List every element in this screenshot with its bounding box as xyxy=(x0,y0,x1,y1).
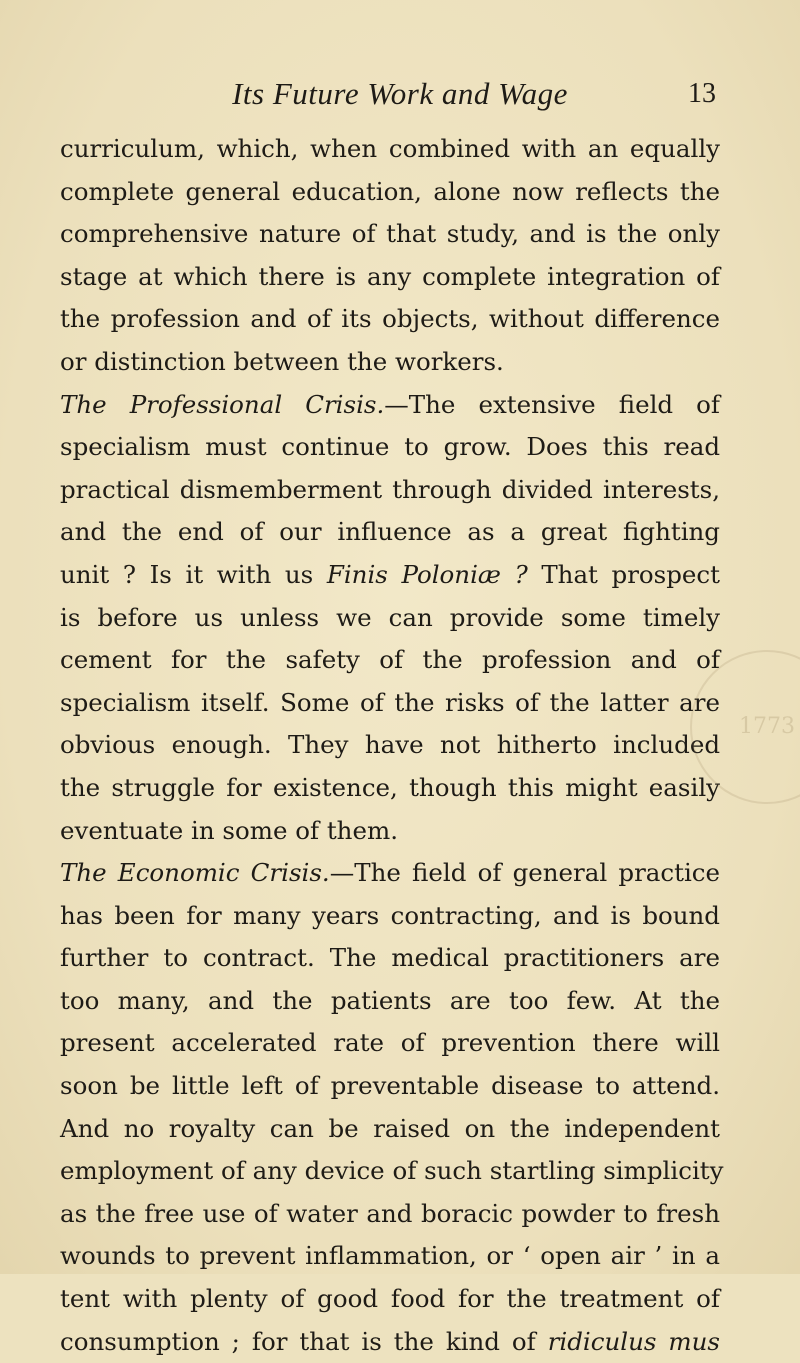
line-text: —The field of general practice xyxy=(329,858,721,888)
text-line xyxy=(60,895,720,938)
text-line xyxy=(60,511,720,554)
line-text: obvious enough. They have not hitherto included xyxy=(60,730,720,760)
line-text: and the end of our influence as a great fighting xyxy=(60,517,720,547)
italic-heading: The Professional Crisis. xyxy=(60,389,385,419)
text-line xyxy=(60,724,720,767)
text-line xyxy=(60,1108,720,1151)
text-line xyxy=(60,128,720,171)
text-line xyxy=(60,256,720,299)
library-stamp: 1773 xyxy=(690,650,800,804)
text-line xyxy=(60,1150,724,1193)
italic-phrase: ridiculus mus xyxy=(547,1326,720,1356)
text-line xyxy=(60,341,720,384)
line-text: specialism must continue to grow. Does this read xyxy=(60,432,720,462)
line-text-segment: unit ? Is it with us xyxy=(60,559,327,589)
line-text: too many, and the patients are too few. At the xyxy=(60,985,720,1015)
text-line xyxy=(60,1321,720,1363)
page-number: 13 xyxy=(688,78,716,109)
text-line xyxy=(60,554,720,597)
line-text: comprehensive nature of that study, and is the only xyxy=(60,219,720,249)
text-line xyxy=(60,639,720,682)
text-line xyxy=(60,980,720,1023)
text-line xyxy=(60,298,720,341)
line-text: cement for the safety of the profession and of xyxy=(60,645,720,675)
line-text: is before us unless we can provide some timely xyxy=(60,602,720,632)
text-line xyxy=(60,1235,720,1278)
text-line xyxy=(60,469,720,512)
line-text: as the free use of water and boracic powder to fresh xyxy=(60,1198,720,1228)
line-text: tent with plenty of good food for the treatment of xyxy=(60,1284,720,1314)
text-line xyxy=(60,597,720,640)
line-text: That prospect xyxy=(527,559,720,589)
line-text: curriculum, which, when combined with an equally xyxy=(60,134,720,163)
line-text: the struggle for existence, though this might easily xyxy=(60,772,720,802)
text-line xyxy=(60,937,720,980)
line-text: employment of any device of such startling simplicity xyxy=(60,1156,724,1186)
line-text: stage at which there is any complete integration of xyxy=(60,261,720,291)
text-line xyxy=(60,1065,720,1108)
text-line xyxy=(60,767,720,810)
line-text: And no royalty can be raised on the independent xyxy=(60,1113,720,1143)
text-line xyxy=(60,171,720,214)
text-line xyxy=(60,1278,720,1321)
text-line xyxy=(60,852,720,895)
text-line xyxy=(60,426,720,469)
italic-heading: The Economic Crisis. xyxy=(60,858,330,888)
line-text: wounds to prevent inflammation, or ‘ open air ’ in a xyxy=(60,1241,720,1271)
text-line xyxy=(60,384,720,427)
line-text: consumption ; for that is the kind of xyxy=(60,1326,548,1356)
text-line xyxy=(60,213,720,256)
line-text: practical dismemberment through divided interests, xyxy=(60,474,720,504)
line-text: or distinction between the workers. xyxy=(60,346,504,376)
line-text: complete general education, alone now reflects the xyxy=(60,176,720,206)
line-text: eventuate in some of them. xyxy=(60,815,398,845)
running-title: Its Future Work and Wage xyxy=(232,76,568,111)
text-line xyxy=(60,1193,720,1236)
text-line xyxy=(60,1022,720,1065)
body-text xyxy=(60,128,724,1363)
line-text: present accelerated rate of prevention there will xyxy=(60,1028,720,1058)
line-text: the profession and of its objects, without difference xyxy=(60,304,720,334)
text-line xyxy=(60,682,720,725)
line-text: specialism itself. Some of the risks of the latter are xyxy=(60,687,720,717)
running-head xyxy=(80,76,720,116)
line-text: —The extensive field of xyxy=(384,389,720,419)
line-text: has been for many years contracting, and is bound xyxy=(60,900,720,930)
line-text: soon be little left of preventable disease to attend. xyxy=(60,1071,720,1101)
line-text: further to contract. The medical practitioners are xyxy=(60,943,720,973)
italic-heading: Finis Poloniæ ? xyxy=(326,559,528,589)
text-line xyxy=(60,810,720,853)
